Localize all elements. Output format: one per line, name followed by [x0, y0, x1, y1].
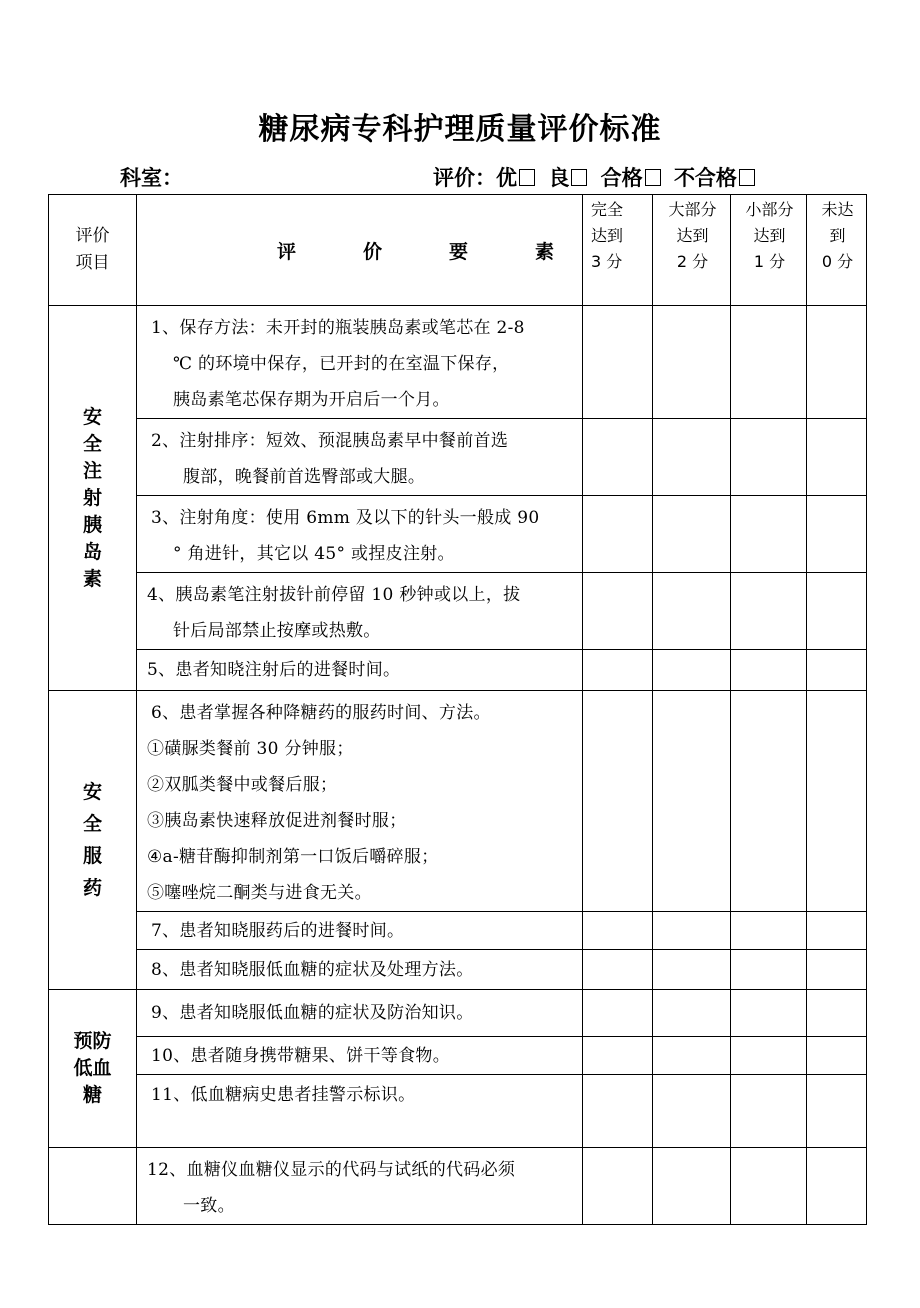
score-cell[interactable]	[731, 573, 807, 650]
rating-option-good[interactable]: 良	[548, 165, 587, 190]
rating-option-pass[interactable]: 合格	[601, 165, 661, 190]
checkbox-icon[interactable]	[645, 169, 661, 186]
header-row	[49, 195, 867, 306]
score-cell[interactable]	[653, 1075, 731, 1148]
score-cell[interactable]	[731, 306, 807, 419]
score-cell[interactable]	[731, 1148, 807, 1225]
score-cell[interactable]	[653, 912, 731, 950]
table-row	[49, 691, 867, 912]
score-cell[interactable]	[807, 950, 867, 990]
item-4: 4、胰岛素笔注射拔针前停留 10 秒钟或以上，拔 针后局部禁止按摩或热敷。	[137, 573, 583, 650]
item-2: 2、注射排序：短效、预混胰岛素早中餐前首选 腹部，晚餐前首选臀部或大腿。	[137, 419, 583, 496]
score-cell[interactable]	[583, 650, 653, 691]
checkbox-icon[interactable]	[519, 169, 535, 186]
score-cell[interactable]	[807, 306, 867, 419]
score-cell[interactable]	[807, 496, 867, 573]
score-cell[interactable]	[583, 306, 653, 419]
score-cell[interactable]	[807, 1037, 867, 1075]
category-medication-safety: 安 全 服 药	[49, 691, 137, 990]
item-10: 10、患者随身携带糖果、饼干等食物。	[137, 1037, 583, 1075]
rating-option-fail[interactable]: 不合格	[674, 165, 755, 190]
score-cell[interactable]	[653, 1148, 731, 1225]
score-cell[interactable]	[583, 573, 653, 650]
table-row	[49, 950, 867, 990]
score-cell[interactable]	[653, 1037, 731, 1075]
score-cell[interactable]	[807, 1148, 867, 1225]
category-insulin-injection: 安 全 注 射 胰 岛 素	[49, 306, 137, 691]
score-cell[interactable]	[583, 691, 653, 912]
score-cell[interactable]	[653, 496, 731, 573]
rating-line	[433, 162, 761, 192]
item-11: 11、低血糖病史患者挂警示标识。	[137, 1075, 583, 1148]
item-12: 12、血糖仪血糖仪显示的代码与试纸的代码必须 一致。	[137, 1148, 583, 1225]
score-cell[interactable]	[731, 691, 807, 912]
department-label: 科室：	[120, 165, 183, 190]
score-cell[interactable]	[583, 496, 653, 573]
score-cell[interactable]	[731, 912, 807, 950]
score-cell[interactable]	[807, 1075, 867, 1148]
checkbox-icon[interactable]	[571, 169, 587, 186]
table-row	[49, 1075, 867, 1148]
item-7: 7、患者知晓服药后的进餐时间。	[137, 912, 583, 950]
score-cell[interactable]	[583, 1148, 653, 1225]
table-row	[49, 1148, 867, 1225]
evaluation-table	[48, 194, 867, 1225]
item-9: 9、患者知晓服低血糖的症状及防治知识。	[137, 990, 583, 1037]
score-cell[interactable]	[583, 990, 653, 1037]
score-cell[interactable]	[653, 691, 731, 912]
score-cell[interactable]	[807, 650, 867, 691]
score-cell[interactable]	[731, 419, 807, 496]
header-elements: 评 价 要 素	[137, 195, 583, 306]
category-empty	[49, 1148, 137, 1225]
table-row	[49, 912, 867, 950]
score-cell[interactable]	[583, 419, 653, 496]
item-8: 8、患者知晓服低血糖的症状及处理方法。	[137, 950, 583, 990]
header-score-2: 大部分 达到 2 分	[653, 195, 731, 306]
score-cell[interactable]	[807, 912, 867, 950]
score-cell[interactable]	[731, 1037, 807, 1075]
header-score-3: 完全 达到 3 分	[583, 195, 653, 306]
header-score-0: 未达 到 0 分	[807, 195, 867, 306]
score-cell[interactable]	[807, 990, 867, 1037]
score-cell[interactable]	[731, 950, 807, 990]
score-cell[interactable]	[583, 1075, 653, 1148]
header-category: 评价 项目	[49, 195, 137, 306]
checkbox-icon[interactable]	[739, 169, 755, 186]
score-cell[interactable]	[807, 573, 867, 650]
score-cell[interactable]	[653, 573, 731, 650]
score-cell[interactable]	[653, 990, 731, 1037]
score-cell[interactable]	[731, 990, 807, 1037]
table-row	[49, 496, 867, 573]
table-row	[49, 306, 867, 419]
item-5: 5、患者知晓注射后的进餐时间。	[137, 650, 583, 691]
table-row	[49, 1037, 867, 1075]
table-row	[49, 650, 867, 691]
score-cell[interactable]	[653, 950, 731, 990]
score-cell[interactable]	[807, 691, 867, 912]
score-cell[interactable]	[583, 1037, 653, 1075]
score-cell[interactable]	[653, 650, 731, 691]
score-cell[interactable]	[653, 419, 731, 496]
item-6: 6、患者掌握各种降糖药的服药时间、方法。 ①磺脲类餐前 30 分钟服； ②双胍类餐中或餐后服； ③胰岛素快速释放促进剂餐时服； ④a-糖苷酶抑制剂第一口饭后嚼碎服； ⑤噻唑烷二酮类与进食无关。	[137, 691, 583, 912]
item-1: 1、保存方法：未开封的瓶装胰岛素或笔芯在 2-8 ℃ 的环境中保存，已开封的在室温下保存， 胰岛素笔芯保存期为开启后一个月。	[137, 306, 583, 419]
table-row	[49, 573, 867, 650]
table-row	[49, 990, 867, 1037]
table-row	[49, 419, 867, 496]
rating-label: 评价：	[433, 165, 496, 190]
score-cell[interactable]	[807, 419, 867, 496]
page-title: 糖尿病专科护理质量评价标准	[258, 112, 662, 147]
header-score-1: 小部分 达到 1 分	[731, 195, 807, 306]
score-cell[interactable]	[583, 912, 653, 950]
item-3: 3、注射角度：使用 6mm 及以下的针头一般成 90 ° 角进针，其它以 45° 或捏皮注射。	[137, 496, 583, 573]
score-cell[interactable]	[731, 650, 807, 691]
category-hypoglycemia-prevention: 预防 低血 糖	[49, 990, 137, 1148]
score-cell[interactable]	[731, 1075, 807, 1148]
score-cell[interactable]	[731, 496, 807, 573]
rating-option-excellent[interactable]: 优	[496, 165, 535, 190]
score-cell[interactable]	[583, 950, 653, 990]
score-cell[interactable]	[653, 306, 731, 419]
